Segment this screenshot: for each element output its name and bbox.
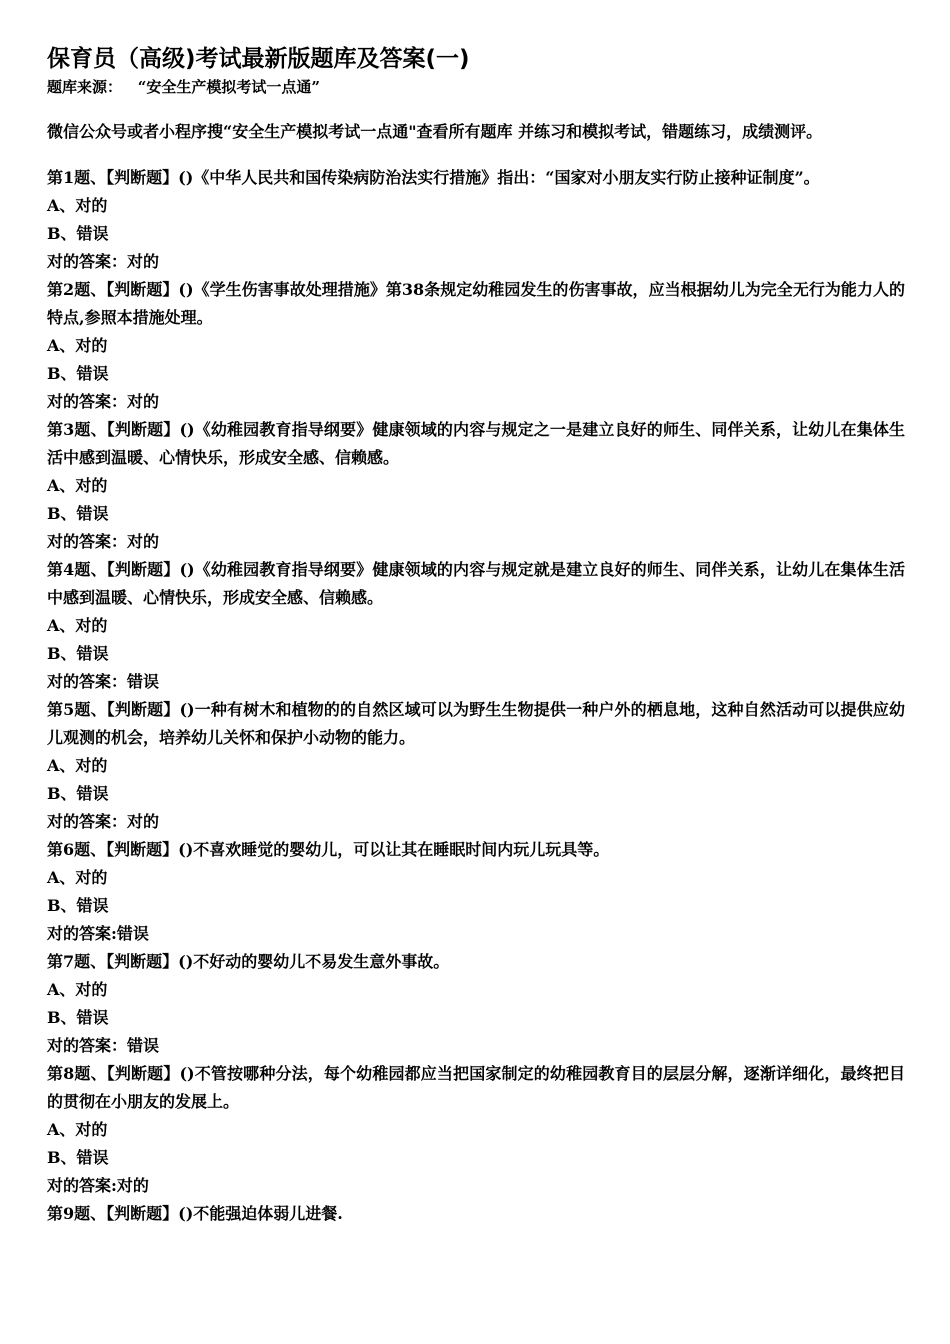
question-stem: 第3题、【判断题】()《幼稚园教育指导纲要》健康领域的内容与规定之一是建立良好的师生、同伴关系，让幼儿在集体生活中感到温暖、心情快乐，形成安全感、信赖感。: [47, 420, 905, 467]
answer-line: 对的答案：对的: [47, 532, 160, 551]
source-value: “安全生产模拟考试一点通”: [137, 78, 320, 96]
question-stem: 第7题、【判断题】()不好动的婴幼儿不易发生意外事故。: [47, 952, 450, 971]
document-page: [47, 42, 905, 1228]
question-stem: 第8题、【判断题】()不管按哪种分法，每个幼稚园都应当把国家制定的幼稚园教育目的层层分解，逐渐详细化，最终把目的贯彻在小朋友的发展上。: [47, 1064, 905, 1111]
option-a: A、对的: [47, 756, 108, 775]
answer-line: 对的答案：对的: [47, 252, 160, 271]
answer-line: 对的答案：错误: [47, 672, 160, 691]
question-stem: 第4题、【判断题】()《幼稚园教育指导纲要》健康领域的内容与规定就是建立良好的师生、同伴关系，让幼儿在集体生活中感到温暖、心情快乐，形成安全感、信赖感。: [47, 560, 905, 607]
document-title: 保育员（高级)考试最新版题库及答案(一): [47, 46, 470, 72]
answer-line: 对的答案：对的: [47, 392, 160, 411]
question-stem: 第2题、【判断题】()《学生伤害事故处理措施》第38条规定幼稚园发生的伤害事故，应当根据幼儿为完全无行为能力人的特点,参照本措施处理。: [47, 280, 905, 327]
question-stem: 第9题、【判断题】()不能强迫体弱儿进餐.: [47, 1204, 343, 1223]
answer-line: 对的答案：错误: [47, 1036, 160, 1055]
question-stem: 第1题、【判断题】()《中华人民共和国传染病防治法实行措施》指出：“国家对小朋友实行防止接种证制度”。: [47, 168, 820, 187]
question-5: [47, 696, 905, 836]
option-b: B、错误: [47, 896, 109, 915]
option-a: A、对的: [47, 476, 108, 495]
option-a: A、对的: [47, 868, 108, 887]
option-b: B、错误: [47, 1148, 109, 1167]
question-3: [47, 416, 905, 556]
option-b: B、错误: [47, 1008, 109, 1027]
option-a: A、对的: [47, 980, 108, 999]
question-stem: 第6题、【判断题】()不喜欢睡觉的婴幼儿，可以让其在睡眠时间内玩儿玩具等。: [47, 840, 610, 859]
question-2: [47, 276, 905, 416]
question-stem: 第5题、【判断题】()一种有树木和植物的的自然区域可以为野生生物提供一种户外的栖息地，这种自然活动可以提供应幼儿观测的机会，培养幼儿关怀和保护小动物的能力。: [47, 700, 905, 747]
option-b: B、错误: [47, 504, 109, 523]
source-line: [47, 76, 905, 98]
answer-line: 对的答案:对的: [47, 1176, 149, 1195]
question-7: [47, 948, 905, 1060]
option-b: B、错误: [47, 784, 109, 803]
option-a: A、对的: [47, 616, 108, 635]
option-b: B、错误: [47, 644, 109, 663]
question-9: [47, 1200, 905, 1228]
option-a: A、对的: [47, 196, 108, 215]
option-b: B、错误: [47, 224, 109, 243]
answer-line: 对的答案：对的: [47, 812, 160, 831]
question-1: [47, 164, 905, 276]
option-a: A、对的: [47, 1120, 108, 1139]
question-4: [47, 556, 905, 696]
answer-line: 对的答案:错误: [47, 924, 149, 943]
option-b: B、错误: [47, 364, 109, 383]
question-6: [47, 836, 905, 948]
source-label: 题库来源：: [47, 78, 123, 96]
option-a: A、对的: [47, 336, 108, 355]
intro-paragraph: 微信公众号或者小程序搜“安全生产模拟考试一点通"查看所有题库 并练习和模拟考试，错题练习，成绩测评。: [47, 122, 823, 141]
question-8: [47, 1060, 905, 1200]
